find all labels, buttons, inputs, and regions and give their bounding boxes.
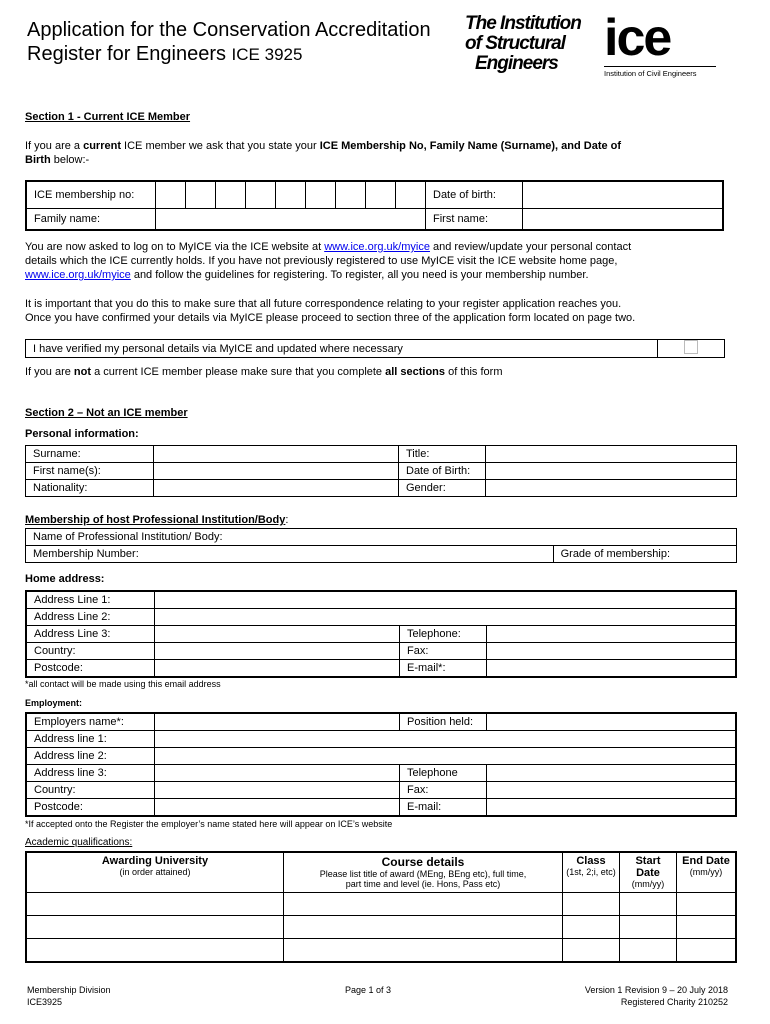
emp-address-line-1-field[interactable] [155, 731, 737, 748]
gender-field[interactable] [486, 480, 737, 497]
emp-country-label: Country: [26, 782, 155, 799]
surname-label: Surname: [26, 446, 154, 463]
myice-instructions: You are now asked to log on to MyICE via the ICE website at www.ice.org.uk/myice and review/update your personal contact details which the ICE currently holds. If you have not previously registered to use MyICE visit the ICE website home page, www.ice.org.uk/myice and follow the guidelines for registering. To register, all you need is your membership number. [25, 241, 632, 281]
table-cell[interactable] [26, 892, 284, 915]
membership-number-label: Membership Number: [26, 546, 554, 563]
table-cell[interactable] [26, 915, 284, 938]
footer-code: ICE3925 [27, 997, 63, 1007]
email-note: *all contact will be made using this email address [25, 679, 221, 689]
istructe-logo [465, 14, 585, 74]
emp-fax-field[interactable] [487, 782, 737, 799]
first-name-field[interactable] [523, 208, 724, 230]
col-start: Start Date (mm/yy) [620, 852, 677, 892]
personal-info-heading: Personal information: [25, 428, 139, 440]
grade-label: Grade of membership: [553, 546, 736, 563]
nationality-label: Nationality: [26, 480, 154, 497]
emp-telephone-label: Telephone [400, 765, 487, 782]
academic-table [25, 851, 737, 963]
table-cell[interactable] [677, 915, 737, 938]
gender-label: Gender: [399, 480, 486, 497]
surname-field[interactable] [154, 446, 399, 463]
position-field[interactable] [487, 713, 737, 731]
fax-label: Fax: [400, 643, 487, 660]
title-label: Title: [399, 446, 486, 463]
myice-link[interactable]: www.ice.org.uk/myice [324, 241, 430, 253]
section1-intro: If you are a current ICE member we ask that you state your ICE Membership No, Family Name (Surname), and Date of Birth below:- [25, 140, 622, 166]
nationality-field[interactable] [154, 480, 399, 497]
membership-digit-box[interactable] [366, 181, 396, 208]
verification-row [25, 339, 725, 358]
emp-address-line-3-label: Address line 3: [26, 765, 155, 782]
membership-digit-box[interactable] [216, 181, 246, 208]
title-line-1: Application for the Conservation Accreditation [27, 19, 431, 41]
employers-name-label: Employers name*: [26, 713, 155, 731]
table-row [26, 892, 736, 915]
footer-charity: Registered Charity 210252 [620, 997, 728, 1007]
emp-address-line-2-label: Address line 2: [26, 748, 155, 765]
verification-label: I have verified my personal details via MyICE and updated where necessary [26, 340, 658, 358]
host-membership-table [25, 528, 737, 563]
position-label: Position held: [400, 713, 487, 731]
ice-logo-mark: ice [604, 9, 671, 67]
membership-digit-box[interactable] [186, 181, 216, 208]
country-label: Country: [26, 643, 155, 660]
address-line-1-label: Address Line 1: [26, 591, 155, 609]
employers-name-field[interactable] [155, 713, 400, 731]
col-end: End Date (mm/yy) [677, 852, 737, 892]
postcode-field[interactable] [155, 660, 400, 678]
first-name-label: First name: [426, 208, 523, 230]
table-cell[interactable] [284, 938, 563, 962]
ice-logo [604, 9, 716, 78]
table-cell[interactable] [620, 892, 677, 915]
family-name-field[interactable] [156, 208, 426, 230]
table-cell[interactable] [563, 915, 620, 938]
table-row [26, 938, 736, 962]
address-line-2-field[interactable] [155, 609, 737, 626]
importance-paragraph: It is important that you do this to make sure that all future correspondence relating to your register application reaches you. Once you have confirmed your details via MyICE please proceed to section three of the application form located on page two. [25, 298, 636, 324]
footer-division: Membership Division [27, 985, 111, 995]
membership-digit-box[interactable] [156, 181, 186, 208]
emp-fax-label: Fax: [400, 782, 487, 799]
email-label: E-mail*: [400, 660, 487, 678]
table-cell[interactable] [620, 915, 677, 938]
emp-postcode-label: Postcode: [26, 799, 155, 817]
dob-label: Date of birth: [426, 181, 523, 208]
table-cell[interactable] [620, 938, 677, 962]
address-line-3-field[interactable] [155, 626, 400, 643]
col-class: Class (1st, 2;i, etc) [563, 852, 620, 892]
emp-telephone-field[interactable] [487, 765, 737, 782]
emp-postcode-field[interactable] [155, 799, 400, 817]
table-cell[interactable] [284, 915, 563, 938]
telephone-label: Telephone: [400, 626, 487, 643]
membership-digit-box[interactable] [396, 181, 426, 208]
table-cell[interactable] [677, 938, 737, 962]
col-course: Course details Please list title of award (MEng, BEng etc), full time, part time and level (ie. Hons, Pass etc) [284, 852, 563, 892]
first-names-label: First name(s): [26, 463, 154, 480]
form-title [27, 18, 431, 67]
membership-digit-box[interactable] [246, 181, 276, 208]
dob-field-2[interactable] [486, 463, 737, 480]
emp-country-field[interactable] [155, 782, 400, 799]
table-cell[interactable] [26, 938, 284, 962]
address-line-3-label: Address Line 3: [26, 626, 155, 643]
fax-field[interactable] [487, 643, 737, 660]
emp-address-line-1-label: Address line 1: [26, 731, 155, 748]
footer-version: Version 1 Revision 9 – 20 July 2018 [584, 985, 728, 995]
table-row [26, 915, 736, 938]
verification-checkbox[interactable] [684, 340, 698, 354]
emp-email-label: E-mail: [400, 799, 487, 817]
membership-digit-box[interactable] [336, 181, 366, 208]
postcode-label: Postcode: [26, 660, 155, 678]
ice-logo-subtitle: Institution of Civil Engineers [604, 66, 716, 78]
first-names-field[interactable] [154, 463, 399, 480]
emp-email-field[interactable] [487, 799, 737, 817]
membership-digit-box[interactable] [306, 181, 336, 208]
email-field[interactable] [487, 660, 737, 678]
employment-table [25, 712, 737, 817]
myice-link-2[interactable]: www.ice.org.uk/myice [25, 269, 131, 281]
personal-info-table [25, 445, 737, 497]
membership-no-label: ICE membership no: [26, 181, 156, 208]
dob-label-2: Date of Birth: [399, 463, 486, 480]
employment-heading: Employment: [25, 698, 83, 708]
emp-address-line-3-field[interactable] [155, 765, 400, 782]
telephone-field[interactable] [487, 626, 737, 643]
verification-checkbox-cell[interactable] [658, 340, 725, 358]
address-line-2-label: Address Line 2: [26, 609, 155, 626]
address-line-1-field[interactable] [155, 591, 737, 609]
table-cell[interactable] [563, 892, 620, 915]
home-address-table [25, 590, 737, 678]
family-name-label: Family name: [26, 208, 156, 230]
host-institution-label: Name of Professional Institution/ Body: [26, 529, 737, 546]
dob-field[interactable] [523, 181, 724, 208]
country-field[interactable] [155, 643, 400, 660]
istructe-logo-line-2: of Structural [465, 33, 565, 54]
ice-member-table [25, 180, 724, 231]
employer-note: *If accepted onto the Register the employer’s name stated here will appear on ICE’s website [25, 819, 393, 829]
page-number: Page 1 of 3 [345, 985, 392, 995]
academic-heading: Academic qualifications: [25, 837, 133, 848]
footer-left [27, 984, 111, 1008]
table-cell[interactable] [677, 892, 737, 915]
section2-heading: Section 2 – Not an ICE member [25, 407, 188, 419]
not-member-note: If you are not a current ICE member please make sure that you complete all sections of this form [25, 366, 503, 378]
membership-digit-box[interactable] [276, 181, 306, 208]
title-line-2: Register for Engineers [27, 43, 226, 65]
membership-heading: Membership of host Professional Institution/Body: [25, 514, 289, 526]
table-cell[interactable] [563, 938, 620, 962]
istructe-logo-line-1: The Institution [465, 13, 581, 34]
form-code: ICE 3925 [231, 45, 303, 64]
home-address-heading: Home address: [25, 573, 105, 585]
section1-heading: Section 1 - Current ICE Member [25, 111, 191, 123]
title-field[interactable] [486, 446, 737, 463]
emp-address-line-2-field[interactable] [155, 748, 737, 765]
col-university: Awarding University (in order attained) [26, 852, 284, 892]
istructe-logo-line-3: Engineers [475, 53, 558, 74]
footer-right [585, 984, 728, 1008]
table-cell[interactable] [284, 892, 563, 915]
